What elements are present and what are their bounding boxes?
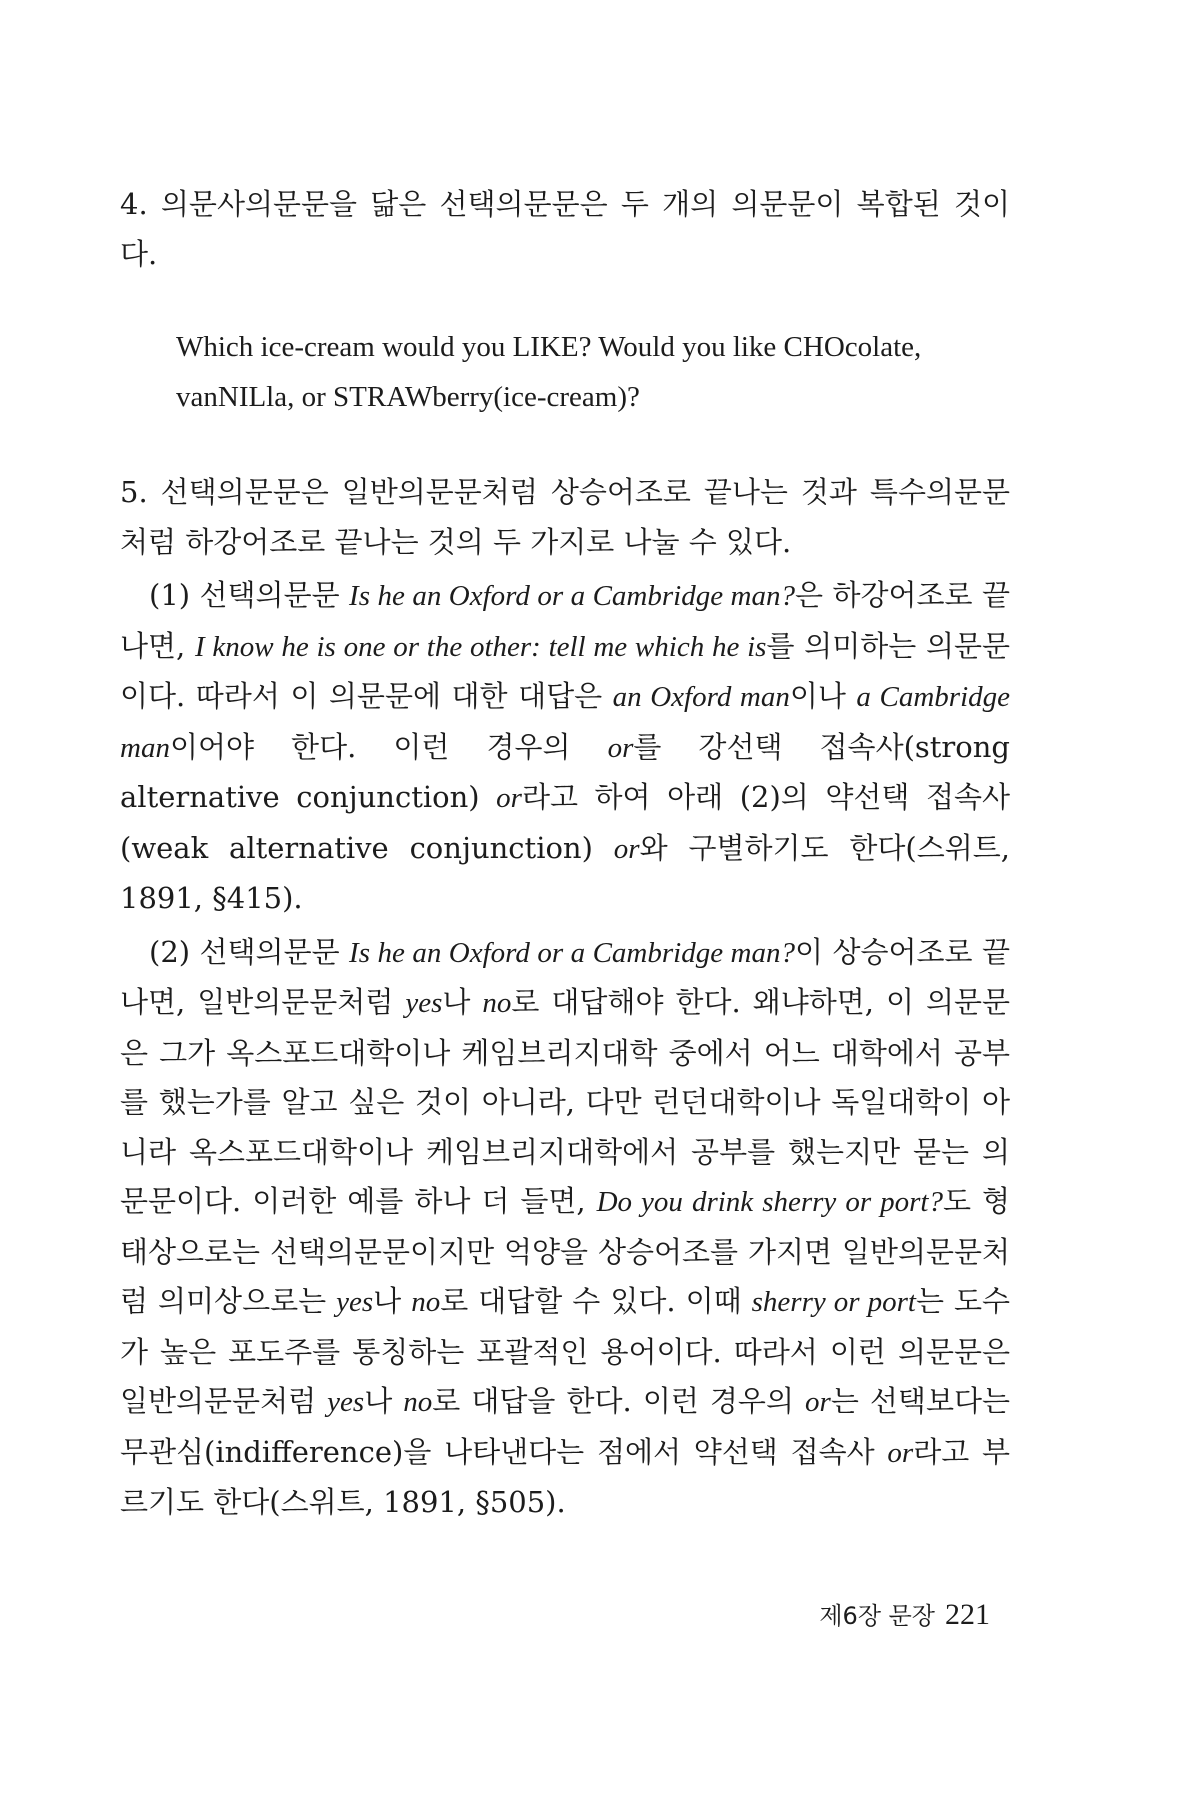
text-run: 이나 [789, 679, 857, 713]
example-phrase: Is he an Oxford or a Cambridge man? [349, 936, 796, 969]
example-phrase: an Oxford man [612, 681, 790, 713]
example-word: yes [405, 987, 443, 1019]
example-phrase: I know he is one or the other: tell me which he is [194, 630, 767, 663]
text-run: 도 형태상으로는 선택의문문이지만 억양을 상승어조를 가지면 일반의문문처럼 의미상으로는 [120, 1184, 1010, 1318]
text-run: 는 도수가 높은 포도주를 통칭하는 포괄적인 용어이다. 따라서 이런 의문문은 일반의문문처럼 [120, 1284, 1011, 1418]
example-word: or [613, 832, 640, 865]
text-run: (2) 선택의문문 [149, 934, 350, 969]
item-4-paragraph: 4. 의문사의문문을 닮은 선택의문문은 두 개의 의문문이 복합된 것이다. [120, 187, 1010, 271]
text-run: 는 선택보다는 무관심(indifference)을 나타낸다는 점에서 약선택 접속사 [120, 1384, 1010, 1469]
text-run: 로 대답해야 한다. 왜냐하면, 이 의문문은 그가 옥스포드대학이나 케임브리지대학 중에서 어느 대학에서 공부를 했는가를 알고 싶은 것이 아니라, 다만 런던대학이나 독일대학이 아니라 옥스포드대학이나 케임브리지대학에서 공부를 했는지만 묻는 의문문이다. 이러한 예를 하나 더 들면, [120, 985, 1011, 1218]
item-5-paragraph: 5. 선택의문문은 일반의문문처럼 상승어조로 끝나는 것과 특수의문문처럼 하강어조로 끝나는 것의 두 가지로 나눌 수 있다. [120, 475, 1010, 559]
text-run: (1) 선택의문문 [149, 578, 350, 612]
example-word: or [607, 731, 634, 764]
text-run: 나 [442, 985, 483, 1019]
example-word: yes [327, 1386, 365, 1418]
text-run: 나 [373, 1284, 412, 1318]
example-word: or [496, 782, 522, 814]
text-run: 라고 부르기도 한다(스위트, 1891, §505). [120, 1434, 1010, 1519]
text-run: 로 대답할 수 있다. 이때 [440, 1284, 752, 1318]
text-run: 이 상승어조로 끝나면, 일반의문문처럼 [120, 934, 1011, 1019]
page-number: 221 [945, 1598, 990, 1631]
page-body [120, 180, 1010, 1528]
example-word: no [403, 1386, 433, 1418]
text-run: 를 의미하는 의문문이다. 따라서 이 의문문에 대한 대답은 [120, 628, 1010, 713]
text-run: 은 하강어조로 끝나면, [120, 578, 1011, 663]
example-word: no [411, 1286, 441, 1318]
example-sentence: Which ice-cream would you LIKE? Would you like CHOcolate, vanNILla, or STRAWberry(ice-cream)? [176, 331, 922, 413]
sub-item-1-paragraph [120, 571, 1010, 924]
example-word: or [805, 1386, 831, 1418]
sub-item-2-paragraph [120, 928, 1010, 1528]
text-run: 로 대답을 한다. 이런 경우의 [432, 1384, 806, 1418]
example-phrase: Do you drink sherry or port? [596, 1186, 943, 1218]
example-word: yes [336, 1286, 374, 1318]
example-phrase: a Cambridge man [120, 681, 1010, 764]
text-run: 와 구별하기도 한다(스위트, 1891, §415). [120, 830, 1010, 915]
example-word: no [482, 987, 512, 1019]
chapter-label: 제6장 문장 [819, 1602, 935, 1630]
text-run: 나 [364, 1384, 404, 1418]
text-run: 라고 하여 아래 (2)의 약선택 접속사(weak alternative conjunction) [120, 780, 1011, 865]
page-footer [819, 1596, 990, 1632]
text-run: 이어야 한다. 이런 경우의 [169, 729, 608, 764]
example-word: or [887, 1436, 914, 1469]
text-run: 를 강선택 접속사(strong alternative conjunction) [120, 729, 1010, 814]
example-phrase: Is he an Oxford or a Cambridge man? [349, 580, 796, 612]
example-phrase: sherry or port [751, 1286, 916, 1318]
